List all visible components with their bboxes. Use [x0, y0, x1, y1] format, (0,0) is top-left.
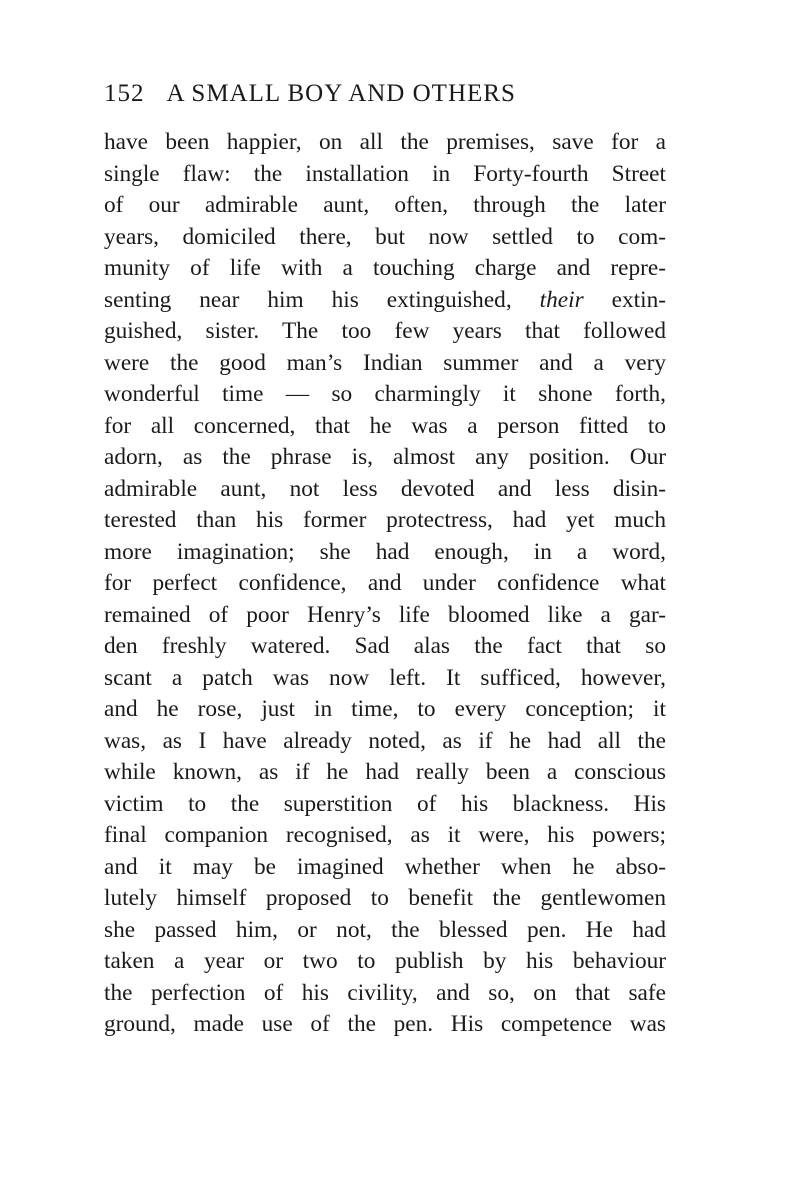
text-line [104, 631, 666, 663]
page-number: 152 [104, 80, 145, 107]
text-line [104, 820, 666, 852]
text-segment: remained of poor Henry’s life bloomed like a gar- [104, 601, 666, 628]
text-segment: wonderful time — so charmingly it shone forth, [104, 381, 666, 407]
text-line [104, 978, 666, 1010]
text-segment: extin- [583, 286, 666, 313]
text-line [104, 379, 666, 411]
text-segment: the perfection of his civility, and so, on that safe [104, 979, 666, 1006]
text-segment: have been happier, on all the premises, save for a [104, 129, 666, 155]
text-segment: for all concerned, that he was a person fitted to [104, 412, 666, 439]
text-line [104, 726, 666, 758]
text-segment: admirable aunt, not less devoted and less disin- [104, 475, 666, 502]
text-segment: she passed him, or not, the blessed pen. He had [104, 916, 666, 943]
text-segment: senting near him his extinguished, [104, 286, 540, 313]
text-line [104, 1009, 666, 1041]
running-head [104, 80, 674, 114]
text-segment: final companion recognised, as it were, his powers; [104, 822, 666, 848]
text-line [104, 222, 666, 254]
text-line [104, 127, 666, 159]
text-line [104, 600, 666, 632]
text-segment: and it may be imagined whether when he abso- [104, 853, 666, 880]
text-line [104, 159, 666, 191]
text-line [104, 663, 666, 695]
text-line [104, 411, 666, 443]
text-line [104, 852, 666, 884]
text-segment: lutely himself proposed to benefit the gentlewomen [104, 885, 666, 911]
text-line [104, 694, 666, 726]
text-line [104, 253, 666, 285]
text-line [104, 789, 666, 821]
text-segment: adorn, as the phrase is, almost any position. Our [104, 444, 666, 470]
text-line [104, 757, 666, 789]
text-line [104, 915, 666, 947]
text-line [104, 946, 666, 978]
text-segment: while known, as if he had really been a conscious [104, 759, 666, 785]
italic-word: their [539, 286, 584, 313]
text-segment: taken a year or two to publish by his behaviour [104, 948, 666, 974]
text-line [104, 568, 666, 600]
text-segment: scant a patch was now left. It sufficed, however, [104, 664, 666, 691]
text-segment: terested than his former protectress, had yet much [104, 507, 666, 533]
text-line [104, 505, 666, 537]
text-segment: guished, sister. The too few years that followed [104, 318, 666, 344]
text-line [104, 348, 666, 380]
text-line [104, 285, 666, 317]
text-segment: of our admirable aunt, often, through the later [104, 192, 666, 218]
text-segment: victim to the superstition of his blackness. His [104, 790, 666, 817]
text-segment: years, domiciled there, but now settled to com- [104, 223, 666, 250]
text-segment: and he rose, just in time, to every conception; it [104, 696, 666, 722]
running-title: A SMALL BOY AND OTHERS [166, 80, 516, 107]
text-segment: single flaw: the installation in Forty-fourth Street [104, 160, 666, 187]
text-line [104, 883, 666, 915]
text-line [104, 442, 666, 474]
text-segment: for perfect confidence, and under confidence what [104, 570, 666, 596]
text-segment: more imagination; she had enough, in a word, [104, 538, 666, 565]
text-segment: ground, made use of the pen. His competence was [104, 1011, 666, 1037]
text-segment: were the good man’s Indian summer and a very [104, 349, 666, 376]
text-line [104, 190, 666, 222]
body-text [104, 127, 666, 1041]
text-line [104, 537, 666, 569]
text-segment: munity of life with a touching charge and repre- [104, 255, 666, 281]
text-segment: den freshly watered. Sad alas the fact that so [104, 633, 666, 659]
text-line [104, 316, 666, 348]
text-line [104, 474, 666, 506]
text-segment: was, as I have already noted, as if he had all the [104, 727, 666, 754]
